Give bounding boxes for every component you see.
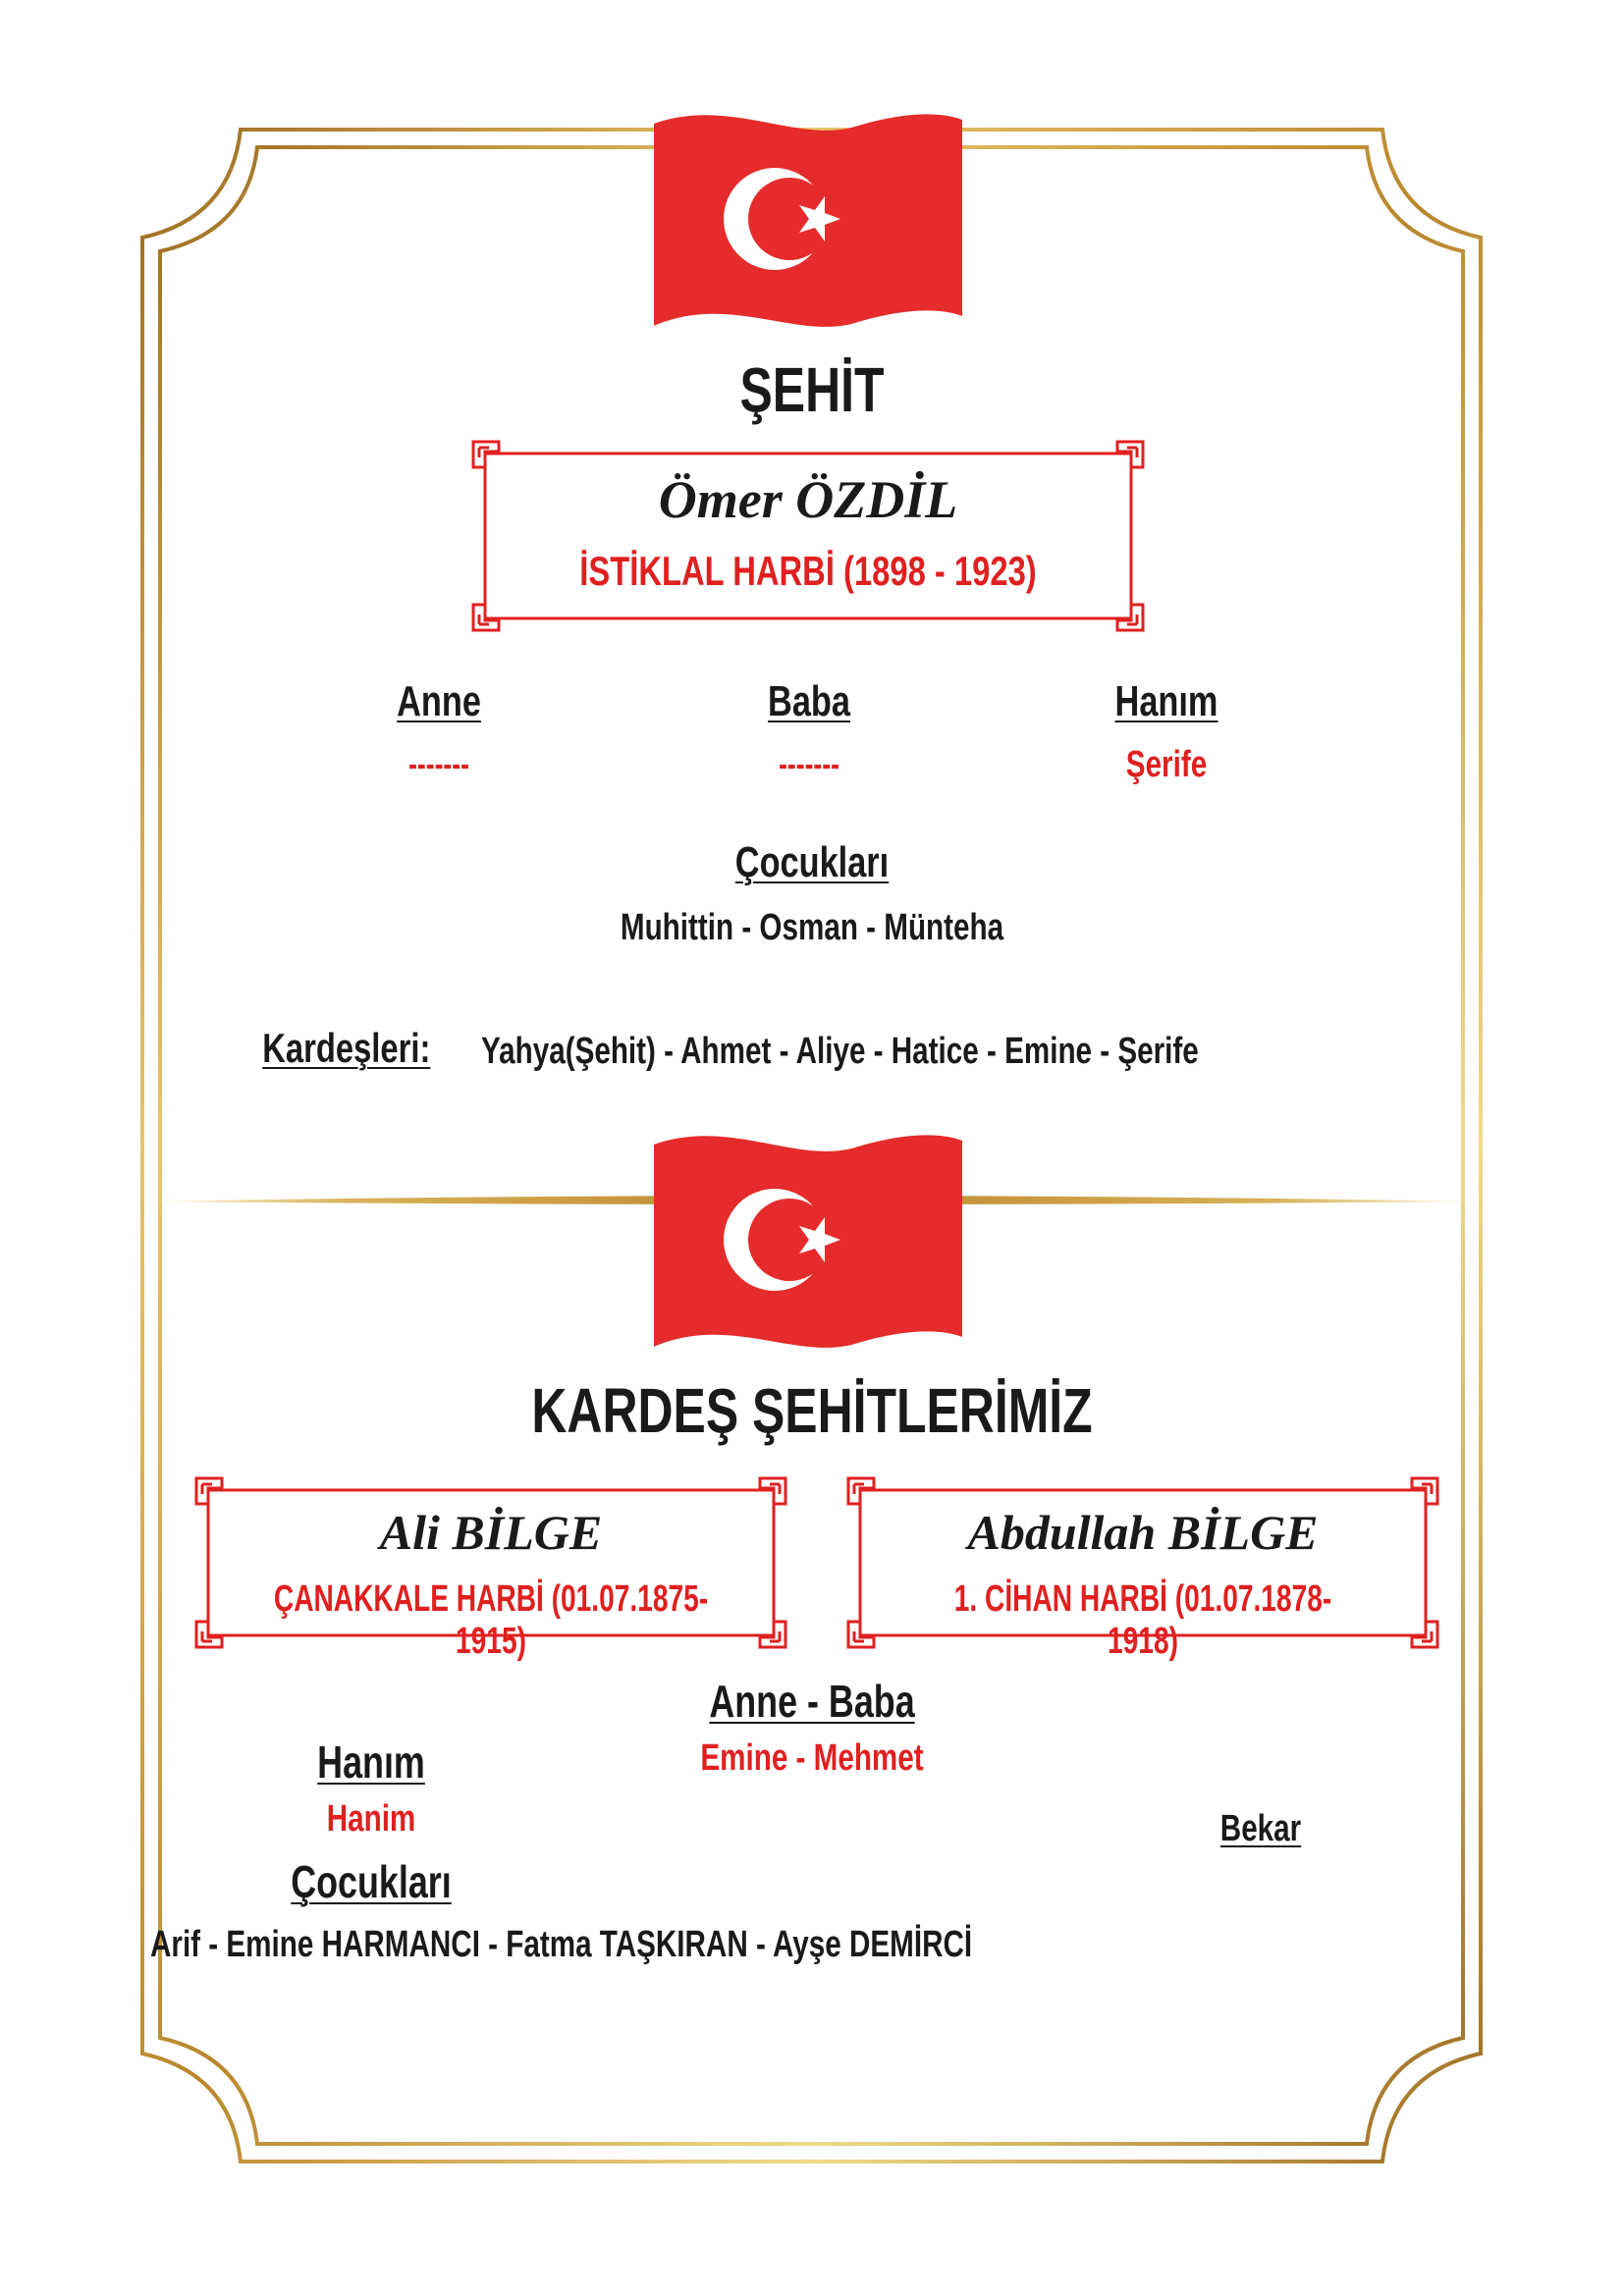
children-value: Muhittin - Osman - Münteha <box>620 907 1004 948</box>
father-label: Baba <box>768 677 850 725</box>
left-children-value: Arif - Emine HARMANCI - Fatma TAŞKIRAN - Ayşe DEMİRCİ <box>150 1924 973 1965</box>
section-heading-kardes: KARDEŞ ŞEHİTLERİMİZ <box>531 1375 1093 1446</box>
turkish-flag-icon <box>652 106 964 328</box>
left-wife-label: Hanım <box>317 1736 425 1788</box>
siblings-value: Yahya(Şehit) - Ahmet - Aliye - Hatice - Emine - Şerife <box>481 1031 1199 1072</box>
wife-label: Hanım <box>1114 677 1218 725</box>
name-box-ali <box>194 1476 787 1662</box>
left-children-label: Çocukları <box>291 1856 452 1907</box>
siblings-label: Kardeşleri: <box>262 1025 431 1071</box>
father-value: ------- <box>779 746 839 783</box>
wife-value: Şerife <box>1125 744 1208 785</box>
parents-label: Anne - Baba <box>709 1676 915 1727</box>
right-martyr-war: 1. CİHAN HARBİ (01.07.1878-1918) <box>953 1578 1332 1662</box>
parents-value: Emine - Mehmet <box>700 1737 924 1779</box>
mother-value: ------- <box>408 746 469 783</box>
section-heading-sehit: ŞEHİT <box>739 354 885 425</box>
right-martyr-name: Abdullah BİLGE <box>967 1505 1319 1560</box>
name-box-omer <box>471 440 1145 632</box>
left-wife-value: Hanim <box>326 1798 416 1840</box>
mother-label: Anne <box>397 677 481 725</box>
turkish-flag-icon <box>652 1127 964 1349</box>
left-martyr-war: ÇANAKKALE HARBİ (01.07.1875-1915) <box>273 1578 709 1662</box>
martyr-name: Ömer ÖZDİL <box>658 470 958 529</box>
left-martyr-name: Ali BİLGE <box>379 1505 603 1560</box>
children-label: Çocukları <box>734 838 890 886</box>
martyr-war: İSTİKLAL HARBİ (1898 - 1923) <box>579 548 1037 594</box>
name-box-abdullah <box>846 1476 1439 1662</box>
right-status: Bekar <box>1219 1808 1302 1849</box>
